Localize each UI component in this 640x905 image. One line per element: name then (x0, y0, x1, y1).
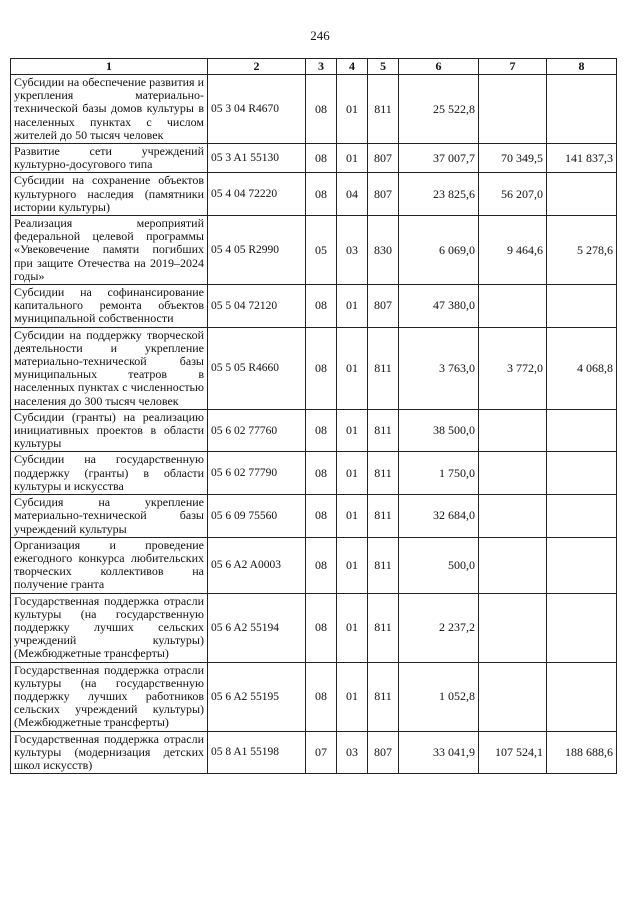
table-row (11, 285, 617, 328)
amount-col8 (547, 173, 617, 216)
subsection-code: 01 (337, 144, 368, 173)
target-code: 05 6 A2 55194 (208, 593, 306, 662)
amount-col8 (547, 75, 617, 144)
row-name: Субсидии на поддержку творческой деятельности и укрепление материально-технической базы муниципальных театров в населенных пунктах с численностью населения до 300 тысяч человек (11, 327, 208, 409)
amount-col7 (479, 285, 547, 328)
table-row (11, 75, 617, 144)
table-row (11, 662, 617, 731)
amount-col7 (479, 537, 547, 593)
amount-col7: 70 349,5 (479, 144, 547, 173)
section-code: 05 (306, 216, 337, 285)
amount-col6: 38 500,0 (399, 409, 479, 452)
amount-col6: 2 237,2 (399, 593, 479, 662)
amount-col6: 1 750,0 (399, 452, 479, 495)
amount-col6: 25 522,8 (399, 75, 479, 144)
section-code: 08 (306, 537, 337, 593)
subsection-code: 01 (337, 593, 368, 662)
expense-type: 811 (368, 495, 399, 538)
section-code: 08 (306, 409, 337, 452)
table-row (11, 144, 617, 173)
budget-table (10, 58, 617, 774)
amount-col7: 56 207,0 (479, 173, 547, 216)
column-header: 8 (547, 59, 617, 75)
target-code: 05 6 A2 A0003 (208, 537, 306, 593)
row-name: Реализация мероприятий федеральной целевой программы «Увековечение памяти погибших при защите Отечества на 2019–2024 годы» (11, 216, 208, 285)
amount-col7: 3 772,0 (479, 327, 547, 409)
expense-type: 811 (368, 452, 399, 495)
subsection-code: 01 (337, 537, 368, 593)
subsection-code: 01 (337, 409, 368, 452)
row-name: Субсидии на сохранение объектов культурного наследия (памятники истории культуры) (11, 173, 208, 216)
amount-col6: 33 041,9 (399, 731, 479, 774)
target-code: 05 3 A1 55130 (208, 144, 306, 173)
target-code: 05 3 04 R4670 (208, 75, 306, 144)
expense-type: 811 (368, 662, 399, 731)
amount-col8 (547, 593, 617, 662)
amount-col8 (547, 495, 617, 538)
section-code: 08 (306, 495, 337, 538)
amount-col8: 4 068,8 (547, 327, 617, 409)
subsection-code: 01 (337, 452, 368, 495)
amount-col8 (547, 662, 617, 731)
column-header: 2 (208, 59, 306, 75)
amount-col7 (479, 409, 547, 452)
amount-col7: 9 464,6 (479, 216, 547, 285)
row-name: Государственная поддержка отрасли культуры (модернизация детских школ искусств) (11, 731, 208, 774)
amount-col7 (479, 75, 547, 144)
subsection-code: 04 (337, 173, 368, 216)
amount-col8: 188 688,6 (547, 731, 617, 774)
target-code: 05 4 05 R2990 (208, 216, 306, 285)
amount-col7: 107 524,1 (479, 731, 547, 774)
subsection-code: 03 (337, 731, 368, 774)
expense-type: 811 (368, 409, 399, 452)
section-code: 08 (306, 327, 337, 409)
table-row (11, 327, 617, 409)
subsection-code: 01 (337, 662, 368, 731)
section-code: 08 (306, 75, 337, 144)
target-code: 05 8 A1 55198 (208, 731, 306, 774)
column-header: 4 (337, 59, 368, 75)
target-code: 05 6 02 77790 (208, 452, 306, 495)
row-name: Субсидии на софинансирование капитального ремонта объектов муниципальной собственности (11, 285, 208, 328)
row-name: Развитие сети учреждений культурно-досугового типа (11, 144, 208, 173)
amount-col7 (479, 452, 547, 495)
section-code: 07 (306, 731, 337, 774)
section-code: 08 (306, 662, 337, 731)
expense-type: 807 (368, 731, 399, 774)
target-code: 05 5 04 72120 (208, 285, 306, 328)
table-row (11, 731, 617, 774)
amount-col6: 500,0 (399, 537, 479, 593)
table-row (11, 216, 617, 285)
table-row (11, 409, 617, 452)
amount-col6: 1 052,8 (399, 662, 479, 731)
section-code: 08 (306, 452, 337, 495)
subsection-code: 01 (337, 495, 368, 538)
row-name: Субсидия на укрепление материально-технической базы учреждений культуры (11, 495, 208, 538)
subsection-code: 01 (337, 285, 368, 328)
target-code: 05 5 05 R4660 (208, 327, 306, 409)
row-name: Субсидии на государственную поддержку (гранты) в области культуры и искусства (11, 452, 208, 495)
expense-type: 811 (368, 593, 399, 662)
row-name: Организация и проведение ежегодного конкурса любительских творческих коллективов на получение гранта (11, 537, 208, 593)
section-code: 08 (306, 173, 337, 216)
expense-type: 830 (368, 216, 399, 285)
amount-col6: 3 763,0 (399, 327, 479, 409)
column-header: 1 (11, 59, 208, 75)
amount-col8 (547, 452, 617, 495)
expense-type: 807 (368, 285, 399, 328)
column-header: 5 (368, 59, 399, 75)
table-row (11, 495, 617, 538)
target-code: 05 4 04 72220 (208, 173, 306, 216)
column-header: 7 (479, 59, 547, 75)
subsection-code: 03 (337, 216, 368, 285)
amount-col8 (547, 285, 617, 328)
amount-col8: 141 837,3 (547, 144, 617, 173)
expense-type: 807 (368, 144, 399, 173)
target-code: 05 6 A2 55195 (208, 662, 306, 731)
amount-col7 (479, 495, 547, 538)
column-header: 3 (306, 59, 337, 75)
section-code: 08 (306, 593, 337, 662)
row-name: Субсидии на обеспечение развития и укрепления материально-технической базы домов культуры в населенных пунктах с числом жителей до 50 тысяч человек (11, 75, 208, 144)
subsection-code: 01 (337, 327, 368, 409)
amount-col8 (547, 537, 617, 593)
target-code: 05 6 09 75560 (208, 495, 306, 538)
table-row (11, 452, 617, 495)
amount-col8 (547, 409, 617, 452)
amount-col6: 37 007,7 (399, 144, 479, 173)
amount-col6: 6 069,0 (399, 216, 479, 285)
table-row (11, 593, 617, 662)
subsection-code: 01 (337, 75, 368, 144)
amount-col6: 47 380,0 (399, 285, 479, 328)
table-header-row (11, 59, 617, 75)
page-number: 246 (310, 28, 330, 43)
expense-type: 811 (368, 75, 399, 144)
target-code: 05 6 02 77760 (208, 409, 306, 452)
amount-col6: 32 684,0 (399, 495, 479, 538)
row-name: Субсидии (гранты) на реализацию инициативных проектов в области культуры (11, 409, 208, 452)
section-code: 08 (306, 285, 337, 328)
amount-col8: 5 278,6 (547, 216, 617, 285)
table-row (11, 173, 617, 216)
expense-type: 811 (368, 327, 399, 409)
column-header: 6 (399, 59, 479, 75)
section-code: 08 (306, 144, 337, 173)
expense-type: 811 (368, 537, 399, 593)
row-name: Государственная поддержка отрасли культуры (на государственную поддержку лучших сельских учреждений культуры) (Межбюджетные трансферты) (11, 593, 208, 662)
amount-col7 (479, 593, 547, 662)
amount-col7 (479, 662, 547, 731)
table-row (11, 537, 617, 593)
expense-type: 807 (368, 173, 399, 216)
amount-col6: 23 825,6 (399, 173, 479, 216)
row-name: Государственная поддержка отрасли культуры (на государственную поддержку лучших работников сельских учреждений культуры) (Межбюджетные трансферты) (11, 662, 208, 731)
